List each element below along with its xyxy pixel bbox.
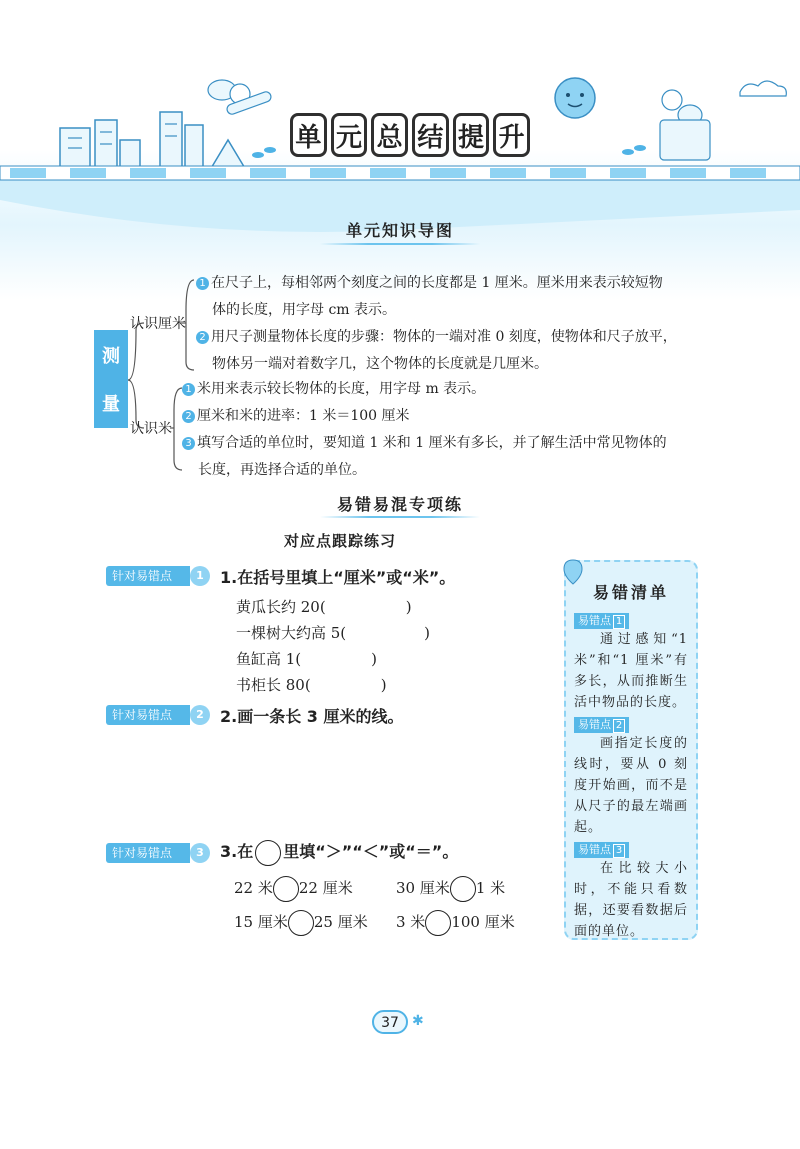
compare-circle[interactable] xyxy=(273,876,299,902)
question-2: 2.画一条长 3 厘米的线。 xyxy=(220,707,404,726)
compare-circle[interactable] xyxy=(288,910,314,936)
practice-subtitle: 对应点跟踪练习 xyxy=(283,532,396,550)
compare-item: 22 米 22 厘米 xyxy=(234,874,353,902)
sidebar-tag: 易错点 3 xyxy=(574,842,629,858)
error-point-tag: 针对易错点 xyxy=(106,566,190,586)
point-number: 2 xyxy=(182,410,195,423)
compare-item: 30 厘米 1 米 xyxy=(396,874,505,902)
sidebar-title: 易错清单 xyxy=(592,583,669,602)
compare-item: 15 厘米 25 厘米 xyxy=(234,908,368,936)
knowledge-point: 2 厘米和米的进率：1 米＝100 厘米 xyxy=(182,403,702,430)
point-number: 2 xyxy=(196,331,209,344)
sidebar-tag: 易错点 2 xyxy=(574,717,629,733)
banner-char: 提 xyxy=(453,113,490,157)
question-3: 3.在 里填“＞”“＜”或“＝”。 xyxy=(220,838,458,866)
knowledge-point: 1 在尺子上，每相邻两个刻度之间的长度都是 1 厘米。厘米用来表示较短物 xyxy=(196,270,706,297)
error-point-tag: 针对易错点 xyxy=(106,843,190,863)
root-measure-box xyxy=(94,330,128,428)
banner-char: 总 xyxy=(371,113,408,157)
mindmap-title: 单元知识导图 xyxy=(345,221,454,240)
sidebar-entry xyxy=(574,838,688,942)
practice-title: 易错易混专项练 xyxy=(336,495,463,514)
centimeter-points xyxy=(196,270,706,378)
banner-char: 单 xyxy=(290,113,327,157)
knowledge-line: 物体另一端对着数字几，这个物体的长度就是几厘米。 xyxy=(212,356,548,372)
sidebar-tag: 易错点 1 xyxy=(574,613,629,629)
knowledge-point: 2 用尺子测量物体长度的步骤：物体的一端对准 0 刻度，使物体和尺子放平， xyxy=(196,324,706,351)
compare-item: 3 米 100 厘米 xyxy=(396,908,515,936)
knowledge-point: 1 米用来表示较长物体的长度，用字母 m 表示。 xyxy=(182,376,702,403)
blank-item: 黄瓜长约 20( ) xyxy=(236,598,412,616)
meter-points xyxy=(182,376,702,484)
error-point-tag-number: 3 xyxy=(190,843,210,863)
knowledge-line: 体的长度，用字母 cm 表示。 xyxy=(212,302,397,318)
blank-item: 鱼缸高 1( ) xyxy=(236,650,378,668)
unit-summary-banner xyxy=(290,112,530,158)
banner-char: 结 xyxy=(412,113,449,157)
error-point-tag: 针对易错点 xyxy=(106,705,190,725)
practice-title-underline xyxy=(320,516,480,518)
branch-centimeter: 认识厘米 xyxy=(130,316,186,332)
knowledge-point: 3 填写合适的单位时，要知道 1 米和 1 厘米有多长，并了解生活中常见物体的 xyxy=(182,430,702,457)
sidebar-entry-text: 通过感知“1米”和“1 厘米”有多长，从而推断生活中物品的长度。 xyxy=(574,632,688,710)
sidebar-entry-text: 画指定长度的线时，要从 0 刻度开始画，而不是从尺子的最左端画起。 xyxy=(574,736,688,835)
pin-icon xyxy=(562,558,584,586)
point-number: 1 xyxy=(182,383,195,396)
error-point-tag-number: 1 xyxy=(190,566,210,586)
page-number: 37 xyxy=(372,1010,408,1034)
compare-circle[interactable] xyxy=(425,910,451,936)
banner-char: 升 xyxy=(493,113,530,157)
root-char: 量 xyxy=(102,394,120,415)
mindmap-title-underline xyxy=(320,243,480,245)
point-number: 1 xyxy=(196,277,209,290)
question-1: 1.在括号里填上“厘米”或“米”。 xyxy=(220,568,456,587)
error-checklist-panel xyxy=(564,560,698,940)
sidebar-entry xyxy=(574,609,688,713)
blank-item: 一棵树大约高 5( ) xyxy=(236,624,431,642)
sidebar-entry-text: 在比较大小时，不能只看数据，还要看数据后面的单位。 xyxy=(574,861,688,939)
knowledge-line: 长度，再选择合适的单位。 xyxy=(198,462,366,478)
compare-circle[interactable] xyxy=(450,876,476,902)
star-icon: ✱ xyxy=(412,1013,424,1029)
point-number: 3 xyxy=(182,437,195,450)
error-point-tag-number: 2 xyxy=(190,705,210,725)
sidebar-entry xyxy=(574,713,688,838)
root-char: 测 xyxy=(102,346,120,367)
circle-icon xyxy=(255,840,281,866)
blank-item: 书柜长 80( ) xyxy=(236,676,387,694)
drawing-area[interactable] xyxy=(230,730,530,830)
branch-meter: 认识米 xyxy=(130,421,172,437)
banner-char: 元 xyxy=(331,113,368,157)
